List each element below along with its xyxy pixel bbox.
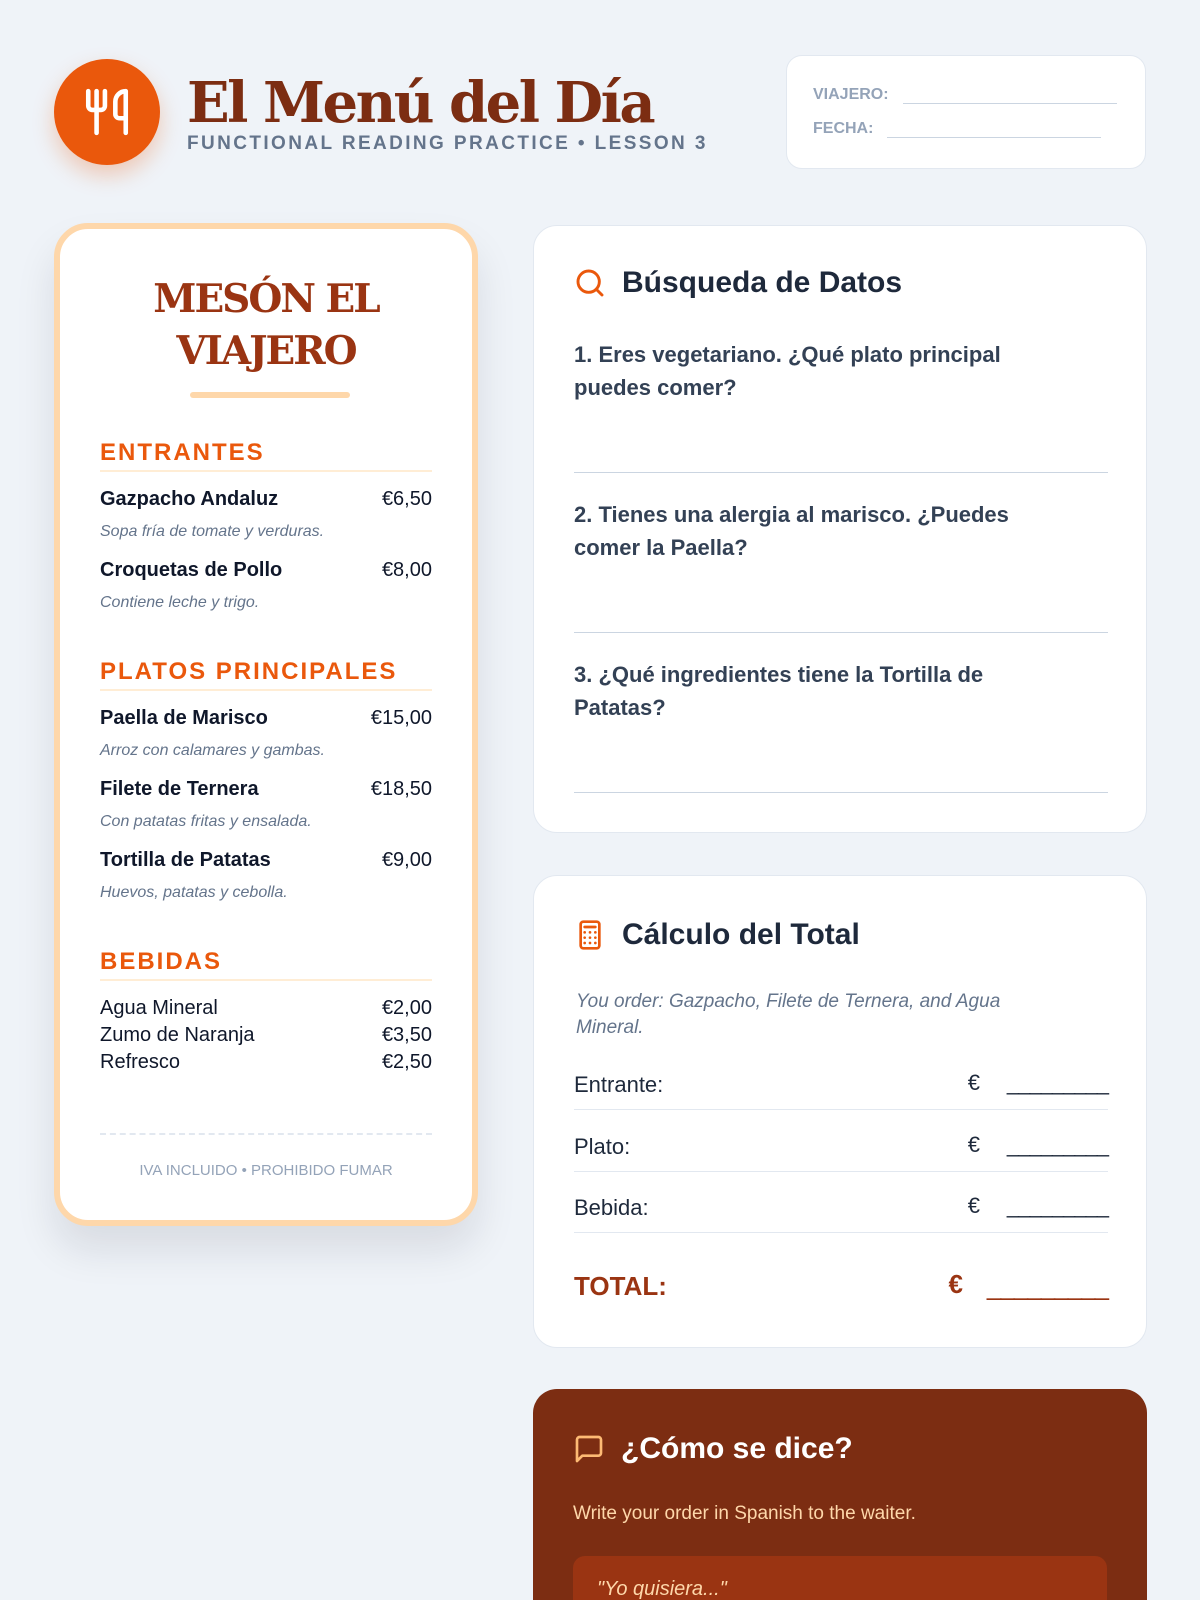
calc-row-plato: Plato: € _________ (574, 1132, 1108, 1172)
answer-line-1[interactable] (574, 472, 1108, 473)
viajero-field[interactable] (903, 86, 1117, 104)
menu-item-desc: Con patatas fritas y ensalada. (100, 813, 312, 830)
answer-line-2[interactable] (574, 632, 1108, 633)
menu-item: Paella de Marisco €15,00 (100, 707, 432, 729)
menu-item: Filete de Ternera €18,50 (100, 778, 432, 800)
viajero-row (813, 86, 1117, 104)
plato-answer-blank[interactable]: _________ (1006, 1132, 1108, 1157)
question-1: 1. Eres vegetariano. ¿Qué plato principal puedes comer? (574, 342, 1001, 400)
calc-card-title: Cálculo del Total (622, 918, 860, 951)
total-answer-blank[interactable]: _________ (986, 1271, 1108, 1301)
entrante-answer-blank[interactable]: _________ (1006, 1070, 1108, 1095)
menu-divider (100, 1133, 432, 1135)
order-input[interactable]: "Yo quisiera..." (573, 1556, 1107, 1600)
section-bebidas: BEBIDAS (100, 948, 432, 981)
menu-item-desc: Arroz con calamares y gambas. (100, 742, 325, 759)
viajero-label: VIAJERO: (813, 86, 889, 103)
page-title: El Menú del Día (187, 70, 654, 136)
menu-item: Croquetas de Pollo €8,00 (100, 559, 432, 581)
bebida-answer-blank[interactable]: _________ (1006, 1193, 1108, 1218)
menu-footer: IVA INCLUIDO • PROHIBIDO FUMAR (139, 1162, 393, 1179)
utensils-icon (82, 87, 132, 137)
page-subtitle: FUNCTIONAL READING PRACTICE • LESSON 3 (187, 133, 708, 154)
fecha-field[interactable] (887, 120, 1101, 138)
menu-item-desc: Contiene leche y trigo. (100, 594, 260, 611)
search-card-title: Búsqueda de Datos (622, 266, 903, 299)
menu-item-desc: Sopa fría de tomate y verduras. (100, 523, 325, 540)
speak-card-header (573, 1432, 853, 1466)
search-card-header (574, 266, 902, 300)
calculator-icon (574, 919, 606, 951)
section-entrantes: ENTRANTES (100, 439, 432, 472)
calc-instructions: You order: Gazpacho, Filete de Ternera, and Agua Mineral. (576, 991, 1001, 1038)
fecha-label: FECHA: (813, 120, 874, 137)
answer-line-3[interactable] (574, 792, 1108, 793)
section-principales: PLATOS PRINCIPALES (100, 658, 432, 691)
menu-item: Gazpacho Andaluz €6,50 (100, 488, 432, 510)
fecha-row (813, 120, 1101, 138)
calc-row-entrante: Entrante: € _________ (574, 1070, 1108, 1110)
logo (54, 59, 160, 165)
calc-card (533, 875, 1147, 1348)
search-card (533, 225, 1147, 833)
drink-item: Agua Mineral €2,00 (100, 997, 432, 1019)
speech-bubble-icon (573, 1433, 605, 1465)
speak-card (533, 1389, 1147, 1600)
search-icon (574, 267, 606, 299)
calc-row-bebida: Bebida: € _________ (574, 1193, 1108, 1233)
calc-card-header (574, 918, 860, 952)
title-underline (190, 392, 350, 398)
drink-item: Refresco €2,50 (100, 1051, 432, 1073)
speak-card-title: ¿Cómo se dice? (621, 1432, 853, 1465)
menu-item: Tortilla de Patatas €9,00 (100, 849, 432, 871)
question-2: 2. Tienes una alergia al marisco. ¿Puedes comer la Paella? (574, 502, 1009, 560)
restaurant-menu (54, 223, 478, 1226)
restaurant-name: MESÓN EL VIAJERO (153, 276, 379, 374)
calc-total-row: TOTAL: € _________ (574, 1269, 1108, 1301)
student-info-card (786, 55, 1146, 169)
menu-item-desc: Huevos, patatas y cebolla. (100, 884, 288, 901)
drink-item: Zumo de Naranja €3,50 (100, 1024, 432, 1046)
question-3: 3. ¿Qué ingredientes tiene la Tortilla de Patatas? (574, 662, 984, 720)
speak-instructions: Write your order in Spanish to the waiter. (573, 1503, 916, 1524)
